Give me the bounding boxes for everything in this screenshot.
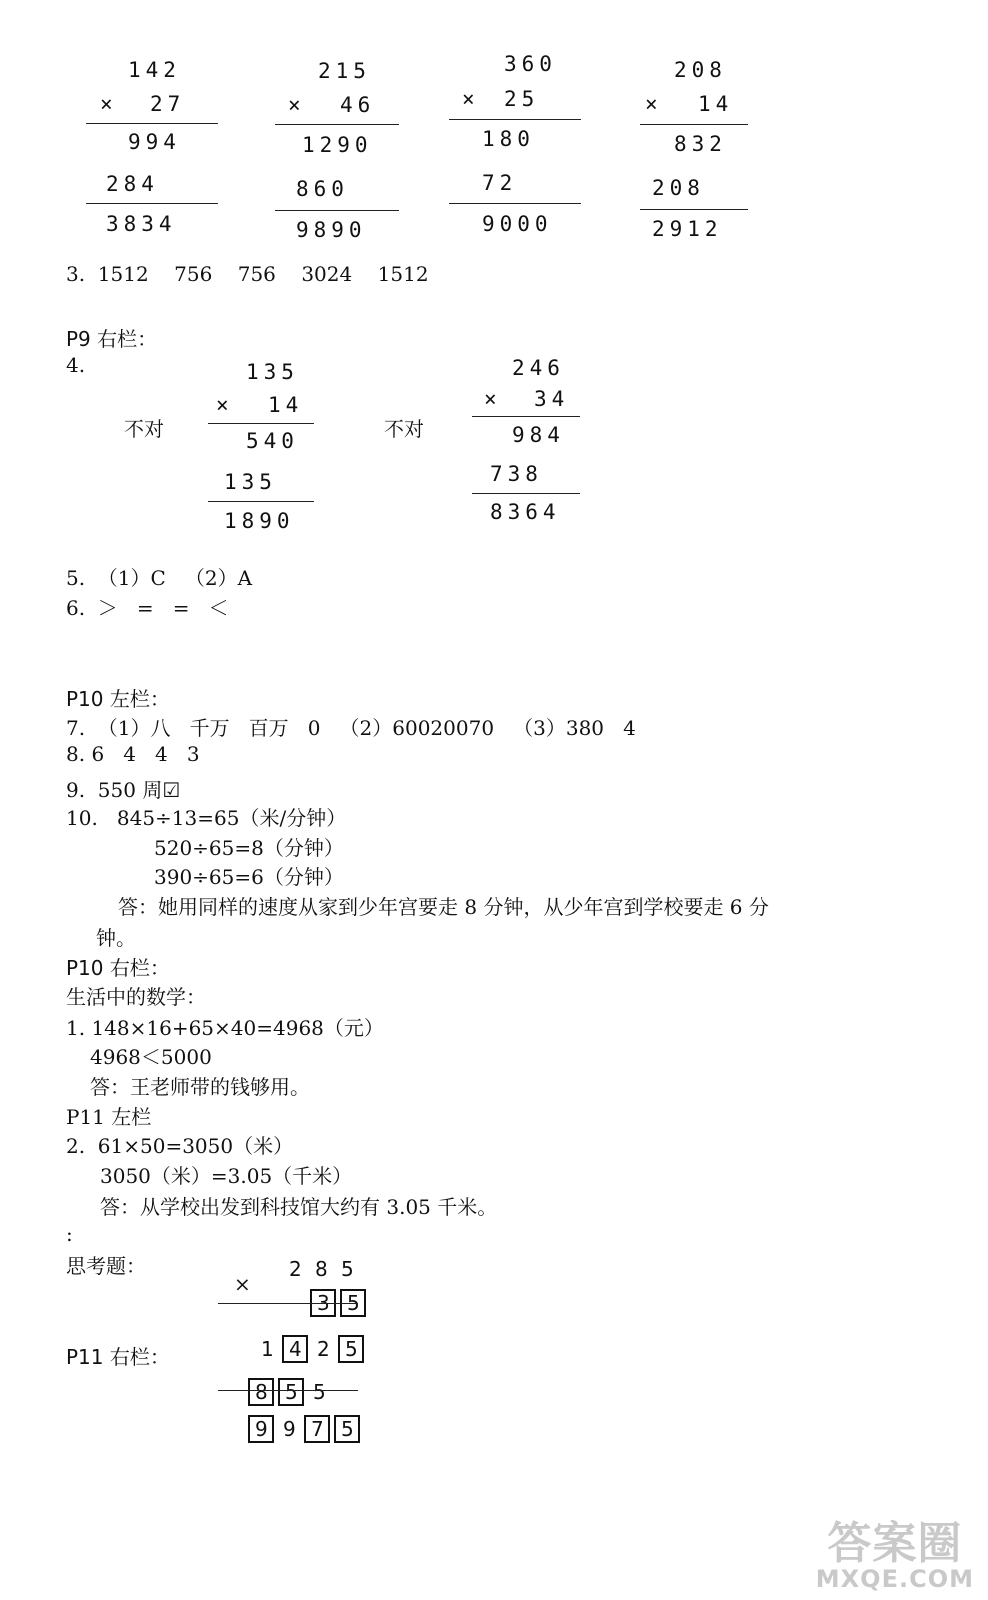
answer-8: 8. 6 4 4 3: [66, 742, 200, 766]
answer-10-line-2: 520÷65=8（分钟）: [154, 836, 344, 860]
verdict-label: 不对: [124, 417, 164, 441]
boxed-digit: 7: [304, 1415, 330, 1443]
watermark-title: 答案圈: [827, 1518, 963, 1569]
multiplier: 14: [698, 92, 734, 116]
boxed-digit: 4: [282, 1335, 308, 1363]
answer-10-reply-line-2: 钟。: [96, 926, 136, 950]
multiplicand: 135: [246, 360, 299, 384]
partial-product-1: 994: [128, 130, 181, 154]
digit: 5: [312, 1380, 326, 1404]
digit: 8: [314, 1257, 328, 1281]
product: 1890: [224, 509, 295, 533]
boxed-digit: 5: [340, 1289, 366, 1317]
divider-line: [275, 210, 399, 211]
partial-product-2: 284: [106, 172, 159, 196]
multiplier: 14: [268, 393, 304, 417]
think-question-label: 思考题：: [66, 1254, 146, 1278]
answer-7: 7. （1）八 千万 百万 0 （2）60020070 （3）380 4: [66, 716, 636, 740]
answer-9: 9. 550 周☑: [66, 778, 181, 802]
divider-line: [218, 1303, 358, 1304]
multiplicand: 208: [674, 58, 727, 82]
boxed-digit: 5: [278, 1378, 304, 1406]
multiplicand: 142: [128, 58, 181, 82]
multiplier: 46: [340, 93, 376, 117]
product: 8364: [490, 500, 561, 524]
digit: 1: [260, 1337, 274, 1361]
boxed-digit: 8: [248, 1378, 274, 1406]
answer-10-line-1: 10. 845÷13=65（米/分钟）: [66, 806, 347, 830]
divider-line: [218, 1390, 358, 1391]
times-sign: ×: [288, 93, 306, 117]
answer-3: 3. 1512 756 756 3024 1512: [66, 262, 429, 286]
divider-line: [275, 124, 399, 125]
divider-line: [449, 119, 581, 120]
product: 9000: [482, 212, 553, 236]
think-row-product: [228, 1396, 364, 1462]
boxed-digit: 5: [338, 1335, 364, 1363]
subheading-life-math: 生活中的数学：: [66, 985, 206, 1009]
partial-product-2: 135: [224, 470, 277, 494]
answer-10-reply-line-1: 答：她用同样的速度从家到少年宫要走 8 分钟，从少年宫到学校要走 6 分: [118, 895, 769, 919]
watermark-logo: [815, 1518, 974, 1593]
life-math-line-1: 1. 148×16+65×40=4968（元）: [66, 1016, 384, 1040]
boxed-digit: 9: [248, 1415, 274, 1443]
divider-line: [208, 501, 314, 502]
multiplier: 27: [150, 92, 186, 116]
answer-10-line-3: 390÷65=6（分钟）: [154, 865, 344, 889]
digit: 9: [282, 1417, 296, 1441]
divider-line: [449, 203, 581, 204]
boxed-digit: 3: [310, 1289, 336, 1317]
answer-5: 5. （1）C （2）A: [66, 566, 253, 590]
digit: 2: [288, 1257, 302, 1281]
multiplicand: 246: [512, 356, 565, 380]
partial-product-2: 738: [490, 462, 543, 486]
life-math-line-2: 4968＜5000: [90, 1045, 212, 1069]
stray-colon: :: [66, 1222, 73, 1246]
multiplicand: 215: [318, 59, 371, 83]
divider-line: [86, 123, 218, 124]
digit: 2: [316, 1337, 330, 1361]
section-heading-p9-right: P9 右栏：: [66, 327, 158, 351]
partial-product-1: 984: [512, 423, 565, 447]
section-heading-p11-left: P11 左栏: [66, 1105, 152, 1129]
partial-product-1: 1290: [302, 133, 373, 157]
verdict-label: 不对: [384, 417, 424, 441]
times-sign: ×: [484, 387, 502, 411]
divider-line: [640, 209, 748, 210]
section-heading-p10-right: P10 右栏：: [66, 956, 170, 980]
life-math-line-3: 答：王老师带的钱够用。: [90, 1075, 310, 1099]
multiplier: 25: [504, 87, 540, 111]
divider-line: [472, 493, 580, 494]
divider-line: [208, 423, 314, 424]
divider-line: [640, 124, 748, 125]
times-sign: ×: [216, 393, 234, 417]
partial-product-1: 832: [674, 132, 727, 156]
divider-line: [86, 203, 218, 204]
product: 3834: [106, 212, 177, 236]
answer-2-line-2: 3050（米）=3.05（千米）: [100, 1164, 353, 1188]
answer-6: 6. ＞ = = ＜: [66, 596, 229, 620]
times-sign: ×: [234, 1272, 251, 1296]
section-heading-p10-left: P10 左栏：: [66, 687, 170, 711]
partial-product-1: 180: [482, 127, 535, 151]
partial-product-2: 860: [296, 177, 349, 201]
divider-line: [472, 416, 580, 417]
multiplicand: 360: [504, 52, 557, 76]
product: 9890: [296, 218, 367, 242]
partial-product-2: 72: [482, 171, 518, 195]
product: 2912: [652, 217, 723, 241]
partial-product-1: 540: [246, 429, 299, 453]
partial-product-2: 208: [652, 176, 705, 200]
digit: 5: [340, 1257, 354, 1281]
boxed-digit: 5: [334, 1415, 360, 1443]
answer-2-line-3: 答：从学校出发到科技馆大约有 3.05 千米。: [100, 1195, 498, 1219]
multiplier: 34: [534, 387, 570, 411]
times-sign: ×: [645, 92, 663, 116]
times-sign: ×: [462, 87, 480, 111]
watermark-url: MXQE.COM: [815, 1565, 974, 1593]
section-heading-p11-right: P11 右栏：: [66, 1345, 170, 1369]
answer-4-label: 4.: [66, 353, 86, 377]
answer-2-line-1: 2. 61×50=3050（米）: [66, 1134, 294, 1158]
times-sign: ×: [100, 92, 118, 116]
